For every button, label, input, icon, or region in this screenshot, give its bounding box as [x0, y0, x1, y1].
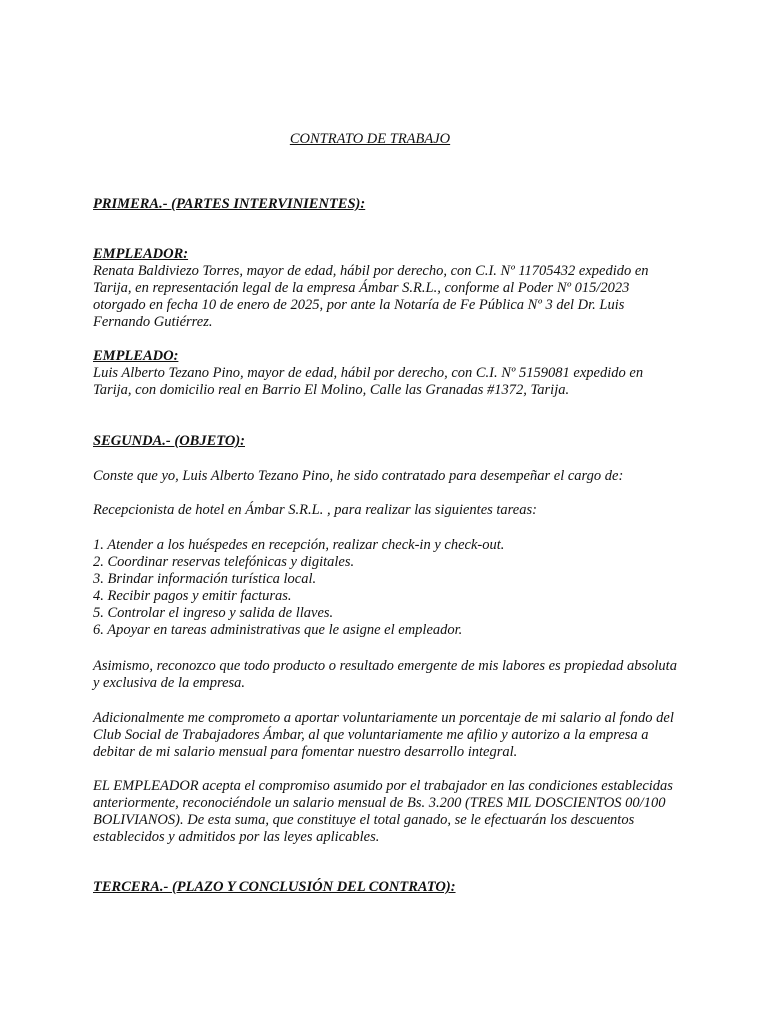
- empleador-block: [93, 246, 683, 331]
- empleador-label: EMPLEADOR:: [93, 246, 189, 262]
- list-item: 2. Coordinar reservas telefónicas y digitales.: [93, 554, 355, 570]
- tareas-list: [93, 537, 683, 639]
- list-item: 5. Controlar el ingreso y salida de llaves.: [93, 605, 334, 621]
- paragraph-propiedad: Asimismo, reconozco que todo producto o resultado emergente de mis labores es propiedad absoluta y exclusiva de la empresa.: [93, 658, 677, 691]
- empleado-text: Luis Alberto Tezano Pino, mayor de edad, hábil por derecho, con C.I. Nº 5159081 expedido en Tarija, con domicilio real en Barrio El Molino, Calle las Granadas #1372, Tarija.: [93, 365, 644, 398]
- paragraph-salario: EL EMPLEADOR acepta el compromiso asumido por el trabajador en las condiciones establecidas anteriormente, reconociéndole un salario mensual de Bs. 3.200 (TRES MIL DOSCIENTOS 00/100 BOLIVIANOS). De esta suma, que constituye el total ganado, se le efectuarán los descuentos establecidos y admitidos por las leyes aplicables.: [93, 778, 673, 845]
- section-primera-heading: PRIMERA.- (PARTES INTERVINIENTES):: [93, 196, 366, 212]
- section-segunda-heading: SEGUNDA.- (OBJETO):: [93, 433, 245, 449]
- paragraph-aporte: Adicionalmente me comprometo a aportar voluntariamente un porcentaje de mi salario al fondo del Club Social de Trabajadores Ámbar, al que voluntariamente me afilio y autorizo a la empresa a debitar de mi salario mensual para fomentar nuestro desarrollo integral.: [93, 710, 674, 760]
- list-item: 6. Apoyar en tareas administrativas que le asigne el empleador.: [93, 622, 463, 638]
- objeto-cargo: Recepcionista de hotel en Ámbar S.R.L. , para realizar las siguientes tareas:: [93, 502, 537, 518]
- document-title: CONTRATO DE TRABAJO: [289, 131, 451, 147]
- list-item: 4. Recibir pagos y emitir facturas.: [93, 588, 292, 604]
- empleado-block: [93, 348, 683, 399]
- empleador-text: Renata Baldiviezo Torres, mayor de edad, hábil por derecho, con C.I. Nº 11705432 expedido en Tarija, en representación legal de la empresa Ámbar S.R.L., conforme al Poder Nº 015/2023 otorgado en fecha 10 de enero de 2025, por ante la Notaría de Fe Pública Nº 3 del Dr. Luis Fernando Gutiérrez.: [93, 263, 649, 330]
- empleado-label: EMPLEADO:: [93, 348, 179, 364]
- list-item: 3. Brindar información turística local.: [93, 571, 317, 587]
- list-item: 1. Atender a los huéspedes en recepción, realizar check-in y check-out.: [93, 537, 505, 553]
- section-tercera-heading: TERCERA.- (PLAZO Y CONCLUSIÓN DEL CONTRATO):: [93, 879, 456, 895]
- objeto-intro: Conste que yo, Luis Alberto Tezano Pino, he sido contratado para desempeñar el cargo de:: [93, 468, 624, 484]
